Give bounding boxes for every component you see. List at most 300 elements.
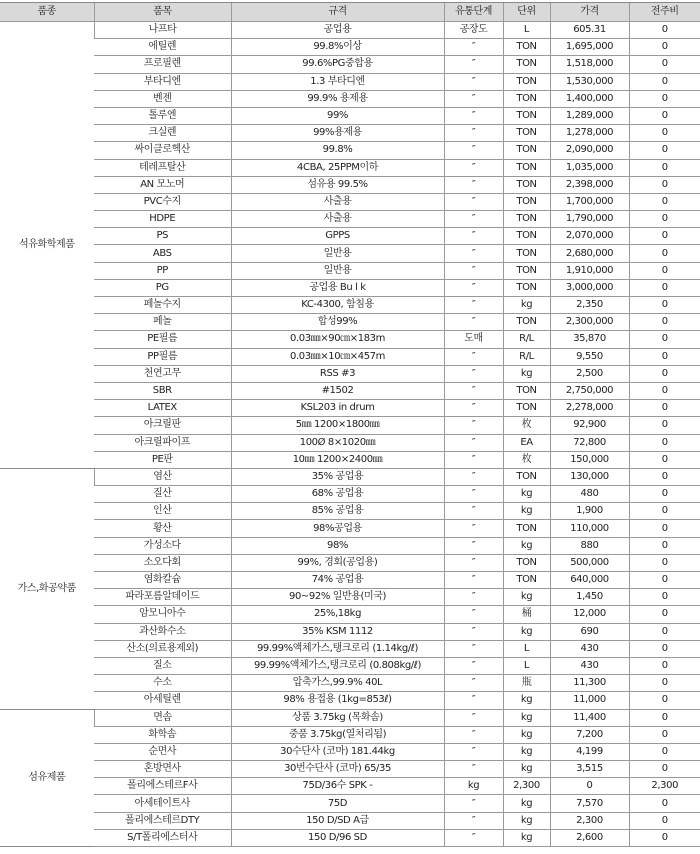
unit-cell: kg (503, 589, 550, 606)
stage-cell: 도매 (444, 331, 503, 348)
spec-cell: KSL203 in drum (231, 400, 444, 417)
change-cell: 0 (629, 623, 700, 640)
unit-cell: L (503, 22, 550, 39)
unit-cell: TON (503, 314, 550, 331)
table-row (0, 726, 700, 743)
spec-cell: 5㎜ 1200×1800㎜ (231, 417, 444, 434)
stage-cell: ″ (444, 314, 503, 331)
unit-cell: kg (503, 365, 550, 382)
table-body (0, 22, 700, 847)
item-cell: SBR (94, 382, 231, 399)
table-row (0, 451, 700, 468)
table-row (0, 640, 700, 657)
unit-cell: TON (503, 56, 550, 73)
stage-cell: ″ (444, 692, 503, 709)
change-cell: 0 (629, 606, 700, 623)
table-row (0, 382, 700, 399)
price-cell: 1,530,000 (550, 73, 629, 90)
spec-cell: 75D/36수 SPK - (231, 778, 444, 795)
unit-cell: TON (503, 73, 550, 90)
table-row (0, 297, 700, 314)
unit-cell: R/L (503, 348, 550, 365)
item-cell: 에틸렌 (94, 39, 231, 56)
unit-cell: R/L (503, 331, 550, 348)
change-cell: 0 (629, 107, 700, 124)
price-cell: 2,398,000 (550, 176, 629, 193)
stage-cell: ″ (444, 451, 503, 468)
table-row (0, 73, 700, 90)
unit-cell: 枚 (503, 451, 550, 468)
table-row (0, 709, 700, 726)
stage-cell: ″ (444, 297, 503, 314)
category-cell: 가스,화공약품 (0, 468, 94, 709)
table-row (0, 778, 700, 795)
unit-cell: kg (503, 537, 550, 554)
change-cell: 0 (629, 159, 700, 176)
unit-cell: TON (503, 39, 550, 56)
table-row (0, 331, 700, 348)
change-cell: 0 (629, 125, 700, 142)
table-row (0, 486, 700, 503)
table-row (0, 692, 700, 709)
spec-cell: 일반용 (231, 245, 444, 262)
stage-cell: ″ (444, 640, 503, 657)
spec-cell: 98% 용접용 (1kg=853ℓ) (231, 692, 444, 709)
spec-cell: 150 D/SD A급 (231, 812, 444, 829)
change-cell: 0 (629, 176, 700, 193)
stage-cell: ″ (444, 554, 503, 571)
spec-cell: 공업용 Bu l k (231, 279, 444, 296)
price-cell: 11,400 (550, 709, 629, 726)
price-cell: 92,900 (550, 417, 629, 434)
price-cell: 2,750,000 (550, 382, 629, 399)
header-stage: 유통단계 (444, 3, 503, 22)
spec-cell: 25%,18kg (231, 606, 444, 623)
price-cell: 430 (550, 640, 629, 657)
table-row (0, 211, 700, 228)
item-cell: 산소(의료용제외) (94, 640, 231, 657)
price-cell: 1,695,000 (550, 39, 629, 56)
spec-cell: 74% 공업용 (231, 572, 444, 589)
price-cell: 690 (550, 623, 629, 640)
header-item: 품목 (94, 3, 231, 22)
price-cell: 480 (550, 486, 629, 503)
spec-cell: 35% KSM 1112 (231, 623, 444, 640)
item-cell: 순면사 (94, 743, 231, 760)
price-table (0, 2, 700, 847)
stage-cell: ″ (444, 795, 503, 812)
spec-cell: 75D (231, 795, 444, 812)
change-cell: 0 (629, 297, 700, 314)
unit-cell: TON (503, 193, 550, 210)
table-row (0, 39, 700, 56)
stage-cell: 공장도 (444, 22, 503, 39)
unit-cell: L (503, 640, 550, 657)
header-price: 가격 (550, 3, 629, 22)
item-cell: 혼방면사 (94, 761, 231, 778)
change-cell: 0 (629, 675, 700, 692)
change-cell: 0 (629, 486, 700, 503)
item-cell: 염화칼슘 (94, 572, 231, 589)
stage-cell: ″ (444, 726, 503, 743)
price-cell: 1,790,000 (550, 211, 629, 228)
change-cell: 0 (629, 245, 700, 262)
stage-cell: ″ (444, 743, 503, 760)
stage-cell: ″ (444, 193, 503, 210)
change-cell: 0 (629, 451, 700, 468)
table-row (0, 657, 700, 674)
price-cell: 2,500 (550, 365, 629, 382)
stage-cell: ″ (444, 211, 503, 228)
change-cell: 0 (629, 520, 700, 537)
item-cell: 과산화수소 (94, 623, 231, 640)
price-cell: 130,000 (550, 468, 629, 485)
price-cell: 2,300,000 (550, 314, 629, 331)
spec-cell: 공업용 (231, 22, 444, 39)
change-cell: 0 (629, 279, 700, 296)
table-row (0, 554, 700, 571)
table-row (0, 262, 700, 279)
change-cell: 0 (629, 692, 700, 709)
table-row (0, 829, 700, 846)
item-cell: 천연고무 (94, 365, 231, 382)
item-cell: PVC수지 (94, 193, 231, 210)
unit-cell: TON (503, 554, 550, 571)
item-cell: 폴리에스테르F사 (94, 778, 231, 795)
spec-cell: 일반용 (231, 262, 444, 279)
unit-cell: 瓶 (503, 675, 550, 692)
table-row (0, 176, 700, 193)
change-cell: 0 (629, 56, 700, 73)
item-cell: 크실렌 (94, 125, 231, 142)
table-row (0, 142, 700, 159)
stage-cell: ″ (444, 709, 503, 726)
stage-cell: ″ (444, 228, 503, 245)
header-unit: 단위 (503, 3, 550, 22)
unit-cell: TON (503, 142, 550, 159)
header-category: 품종 (0, 3, 94, 22)
category-cell: 섬유제품 (0, 709, 94, 847)
spec-cell: 99.9% 용제용 (231, 90, 444, 107)
spec-cell: 150 D/96 SD (231, 829, 444, 846)
spec-cell: 1.3 부타디엔 (231, 73, 444, 90)
price-cell: 2,600 (550, 829, 629, 846)
stage-cell: ″ (444, 606, 503, 623)
stage-cell: ″ (444, 537, 503, 554)
stage-cell: ″ (444, 245, 503, 262)
spec-cell: 30번수단사 (코마) 65/35 (231, 761, 444, 778)
table-row (0, 589, 700, 606)
item-cell: S/T폴리에스터사 (94, 829, 231, 846)
stage-cell: ″ (444, 365, 503, 382)
change-cell: 0 (629, 761, 700, 778)
unit-cell: kg (503, 709, 550, 726)
stage-cell: ″ (444, 434, 503, 451)
unit-cell: TON (503, 400, 550, 417)
unit-cell: TON (503, 176, 550, 193)
spec-cell: 99%, 경회(공업용) (231, 554, 444, 571)
price-cell: 3,000,000 (550, 279, 629, 296)
spec-cell: 100Ø 8×1020㎜ (231, 434, 444, 451)
change-cell: 0 (629, 400, 700, 417)
item-cell: LATEX (94, 400, 231, 417)
item-cell: PS (94, 228, 231, 245)
price-cell: 0 (550, 778, 629, 795)
item-cell: 인산 (94, 503, 231, 520)
header-spec: 규격 (231, 3, 444, 22)
header-row (0, 3, 700, 22)
price-cell: 2,070,000 (550, 228, 629, 245)
change-cell: 0 (629, 468, 700, 485)
table-row (0, 761, 700, 778)
spec-cell: 99.6%PG중합용 (231, 56, 444, 73)
table-row (0, 520, 700, 537)
change-cell: 0 (629, 73, 700, 90)
item-cell: 소오다회 (94, 554, 231, 571)
table-row (0, 503, 700, 520)
stage-cell: ″ (444, 382, 503, 399)
price-cell: 1,910,000 (550, 262, 629, 279)
table-row (0, 107, 700, 124)
unit-cell: kg (503, 623, 550, 640)
change-cell: 0 (629, 382, 700, 399)
unit-cell: kg (503, 692, 550, 709)
stage-cell: ″ (444, 468, 503, 485)
price-cell: 9,550 (550, 348, 629, 365)
spec-cell: 4CBA, 25PPM이하 (231, 159, 444, 176)
unit-cell: TON (503, 468, 550, 485)
price-cell: 2,300 (550, 812, 629, 829)
change-cell: 0 (629, 39, 700, 56)
price-cell: 1,450 (550, 589, 629, 606)
item-cell: PE판 (94, 451, 231, 468)
spec-cell: GPPS (231, 228, 444, 245)
table-row (0, 812, 700, 829)
change-cell: 0 (629, 434, 700, 451)
change-cell: 0 (629, 503, 700, 520)
price-cell: 110,000 (550, 520, 629, 537)
stage-cell: ″ (444, 503, 503, 520)
price-cell: 2,350 (550, 297, 629, 314)
table-row (0, 468, 700, 485)
spec-cell: 0.03㎜×10㎝×457m (231, 348, 444, 365)
item-cell: ABS (94, 245, 231, 262)
unit-cell: TON (503, 520, 550, 537)
table-row (0, 675, 700, 692)
unit-cell: TON (503, 125, 550, 142)
unit-cell: 枚 (503, 417, 550, 434)
unit-cell: TON (503, 90, 550, 107)
price-cell: 12,000 (550, 606, 629, 623)
unit-cell: kg (503, 829, 550, 846)
table-row (0, 22, 700, 39)
item-cell: HDPE (94, 211, 231, 228)
spec-cell: 0.03㎜×90㎝×183m (231, 331, 444, 348)
unit-cell: TON (503, 382, 550, 399)
item-cell: 가성소다 (94, 537, 231, 554)
table-row (0, 434, 700, 451)
stage-cell: ″ (444, 90, 503, 107)
price-cell: 72,800 (550, 434, 629, 451)
stage-cell: ″ (444, 829, 503, 846)
price-cell: 11,000 (550, 692, 629, 709)
price-cell: 7,200 (550, 726, 629, 743)
unit-cell: TON (503, 245, 550, 262)
item-cell: 황산 (94, 520, 231, 537)
spec-cell: 68% 공업용 (231, 486, 444, 503)
price-cell: 35,870 (550, 331, 629, 348)
unit-cell: kg (503, 795, 550, 812)
item-cell: 프로필렌 (94, 56, 231, 73)
spec-cell: 99.99%액체가스,탱크로리 (1.14kg/ℓ) (231, 640, 444, 657)
item-cell: 파라포름알데이드 (94, 589, 231, 606)
change-cell: 0 (629, 743, 700, 760)
unit-cell: TON (503, 107, 550, 124)
unit-cell: kg (503, 297, 550, 314)
spec-cell: 합성99% (231, 314, 444, 331)
table-row (0, 193, 700, 210)
unit-cell: kg (503, 503, 550, 520)
spec-cell: 90~92% 일반용(미국) (231, 589, 444, 606)
change-cell: 0 (629, 640, 700, 657)
spec-cell: 상품 3.75kg (목화솜) (231, 709, 444, 726)
spec-cell: 99%용제용 (231, 125, 444, 142)
item-cell: 싸이클로헥산 (94, 142, 231, 159)
item-cell: 질산 (94, 486, 231, 503)
change-cell: 0 (629, 417, 700, 434)
table-row (0, 245, 700, 262)
table-row (0, 400, 700, 417)
spec-cell: 99% (231, 107, 444, 124)
change-cell: 0 (629, 812, 700, 829)
price-cell: 430 (550, 657, 629, 674)
unit-cell: kg (503, 726, 550, 743)
item-cell: 염산 (94, 468, 231, 485)
spec-cell: RSS #3 (231, 365, 444, 382)
change-cell: 0 (629, 572, 700, 589)
change-cell: 0 (629, 228, 700, 245)
change-cell: 0 (629, 554, 700, 571)
price-cell: 4,199 (550, 743, 629, 760)
spec-cell: 10㎜ 1200×2400㎜ (231, 451, 444, 468)
item-cell: 페놀수지 (94, 297, 231, 314)
stage-cell: ″ (444, 262, 503, 279)
change-cell: 0 (629, 211, 700, 228)
unit-cell: TON (503, 262, 550, 279)
unit-cell: 桶 (503, 606, 550, 623)
item-cell: PP필름 (94, 348, 231, 365)
unit-cell: kg (503, 812, 550, 829)
item-cell: PP (94, 262, 231, 279)
table-row (0, 365, 700, 382)
item-cell: 벤젠 (94, 90, 231, 107)
stage-cell: ″ (444, 623, 503, 640)
spec-cell: 사출용 (231, 193, 444, 210)
category-cell: 석유화학제품 (0, 22, 94, 469)
item-cell: 질소 (94, 657, 231, 674)
stage-cell: ″ (444, 657, 503, 674)
change-cell: 0 (629, 365, 700, 382)
table-row (0, 795, 700, 812)
price-cell: 880 (550, 537, 629, 554)
change-cell: 0 (629, 829, 700, 846)
item-cell: 아세틸렌 (94, 692, 231, 709)
table-row (0, 159, 700, 176)
table-row (0, 90, 700, 107)
change-cell: 0 (629, 348, 700, 365)
price-cell: 1,518,000 (550, 56, 629, 73)
unit-cell: TON (503, 159, 550, 176)
item-cell: 화학솜 (94, 726, 231, 743)
spec-cell: 35% 공업용 (231, 468, 444, 485)
item-cell: 톨루엔 (94, 107, 231, 124)
table-row (0, 314, 700, 331)
stage-cell: ″ (444, 107, 503, 124)
spec-cell: 중품 3.75kg(열처리됨) (231, 726, 444, 743)
unit-cell: TON (503, 228, 550, 245)
price-cell: 605.31 (550, 22, 629, 39)
price-cell: 1,278,000 (550, 125, 629, 142)
item-cell: 면솜 (94, 709, 231, 726)
stage-cell: ″ (444, 279, 503, 296)
spec-cell: 98%공업용 (231, 520, 444, 537)
spec-cell: KC-4300, 함침용 (231, 297, 444, 314)
price-cell: 500,000 (550, 554, 629, 571)
table-row (0, 228, 700, 245)
unit-cell: TON (503, 279, 550, 296)
change-cell: 0 (629, 795, 700, 812)
unit-cell: TON (503, 211, 550, 228)
table-row (0, 537, 700, 554)
unit-cell: EA (503, 434, 550, 451)
item-cell: 페놀 (94, 314, 231, 331)
change-cell: 0 (629, 657, 700, 674)
price-cell: 7,570 (550, 795, 629, 812)
stage-cell: ″ (444, 39, 503, 56)
table-row (0, 743, 700, 760)
unit-cell: kg (503, 761, 550, 778)
price-cell: 1,400,000 (550, 90, 629, 107)
item-cell: 부타디엔 (94, 73, 231, 90)
item-cell: 아크릴판 (94, 417, 231, 434)
change-cell: 0 (629, 331, 700, 348)
change-cell: 0 (629, 262, 700, 279)
spec-cell: 99.8% (231, 142, 444, 159)
unit-cell: TON (503, 572, 550, 589)
price-cell: 1,035,000 (550, 159, 629, 176)
spec-cell: 99.99%액체가스,탱크로리 (0.808kg/ℓ) (231, 657, 444, 674)
spec-cell: 30수단사 (코마) 181.44kg (231, 743, 444, 760)
table-row (0, 623, 700, 640)
stage-cell: ″ (444, 589, 503, 606)
stage-cell: ″ (444, 73, 503, 90)
spec-cell: 섬유용 99.5% (231, 176, 444, 193)
item-cell: AN 모노머 (94, 176, 231, 193)
header-change: 전주비 (629, 3, 700, 22)
item-cell: PE필름 (94, 331, 231, 348)
stage-cell: ″ (444, 761, 503, 778)
change-cell: 0 (629, 709, 700, 726)
price-cell: 640,000 (550, 572, 629, 589)
stage-cell: kg (444, 778, 503, 795)
stage-cell: ″ (444, 125, 503, 142)
item-cell: PG (94, 279, 231, 296)
price-cell: 2,680,000 (550, 245, 629, 262)
stage-cell: ″ (444, 572, 503, 589)
item-cell: 아세테이트사 (94, 795, 231, 812)
change-cell: 0 (629, 589, 700, 606)
stage-cell: ″ (444, 520, 503, 537)
